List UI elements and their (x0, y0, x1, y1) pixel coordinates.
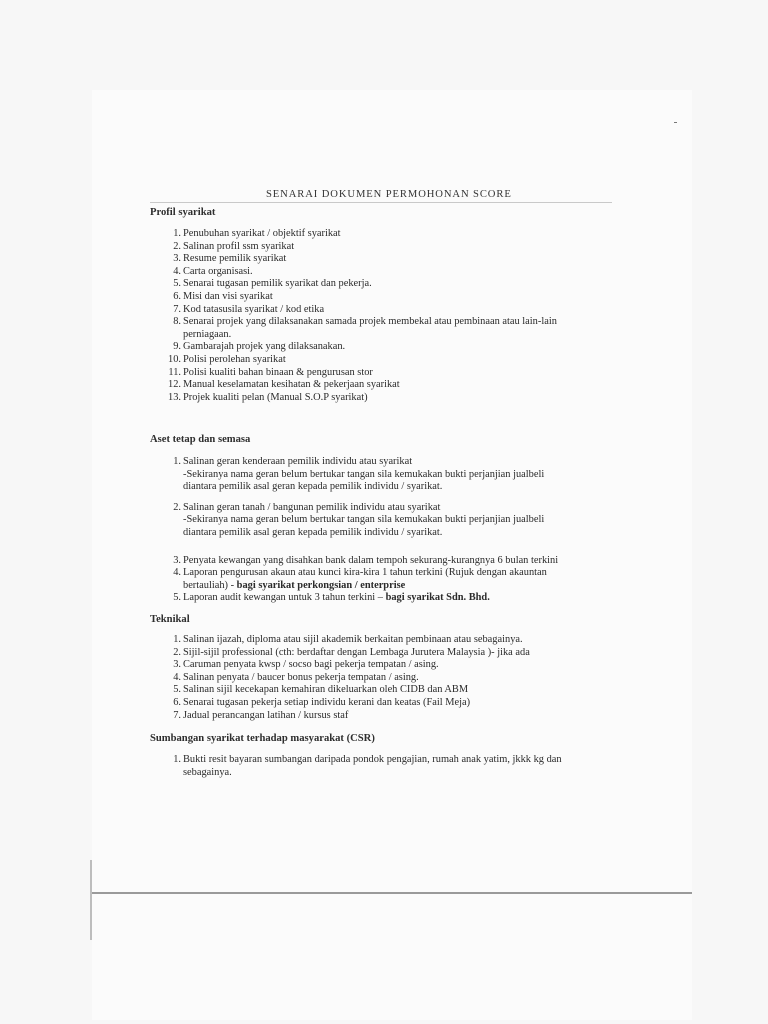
item-number: 1. (173, 456, 181, 467)
list-item (163, 354, 633, 367)
item-number: 3. (173, 253, 181, 265)
item-number: 4. (173, 671, 181, 683)
item-text-continued: perniagaan. (183, 328, 232, 340)
item-text: Penubuhan syarikat / objektif syarikat (183, 228, 341, 239)
item-text: Sijil-sijil professional (cth: berdaftar dengan Lembaga Jurutera Malaysia )- jika ada (183, 646, 530, 658)
item-text: Caruman penyata kwsp / socso bagi pekerja tempatan / asing. (183, 659, 439, 671)
item-text: Polisi kualiti bahan binaan & pengurusan stor (183, 366, 373, 378)
section-heading-csr: Sumbangan syarikat terhadap masyarakat (CSR) (150, 733, 375, 744)
list-item (163, 278, 633, 291)
item-text: Polisi perolehan syarikat (183, 353, 286, 365)
item-text: Carta organisasi. (183, 265, 253, 277)
item-text: Misi dan visi syarikat (183, 290, 273, 302)
item-number: 1. (173, 754, 181, 765)
item-text: Resume pemilik syarikat (183, 253, 287, 265)
list-item (163, 634, 633, 647)
item-number: 5. (173, 592, 181, 604)
item-number: 9. (173, 341, 181, 353)
item-number: 10. (168, 353, 181, 365)
list-item (163, 697, 633, 710)
item-number: 4. (173, 567, 181, 579)
item-text: Manual keselamatan kesihatan & pekerjaan syarikat (183, 379, 400, 391)
item-text: Senarai tugasan pekerja setiap individu kerani dan keatas (Fail Meja) (183, 696, 471, 708)
list-item (163, 555, 633, 568)
list-item (163, 456, 633, 494)
list-spacer (163, 540, 633, 555)
item-number: 13. (168, 391, 181, 403)
item-text: Salinan profil ssm syarikat (183, 240, 295, 252)
item-number: 3. (173, 554, 181, 566)
list-item (163, 379, 633, 392)
item-number: 12. (168, 379, 181, 391)
item-text-emphasis: bagi syarikat Sdn. Bhd. (385, 592, 490, 604)
item-text: Bukti resit bayaran sumbangan daripada pondok pengajian, rumah anak yatim, jkkk kg dan (183, 754, 562, 765)
item-text: Penyata kewangan yang disahkan bank dalam tempoh sekurang-kurangnya 6 bulan terkini (183, 554, 559, 566)
item-text (183, 592, 633, 605)
list-item (163, 672, 633, 685)
list-item (163, 392, 633, 405)
item-text: Salinan ijazah, diploma atau sijil akademik berkaitan pembinaan atau sebagainya. (183, 634, 523, 645)
list-item (163, 228, 633, 241)
item-text-continued (183, 580, 633, 593)
item-text-part: bertauliah) - (183, 579, 237, 591)
item-text: Senarai tugasan pemilik syarikat dan pekerja. (183, 278, 372, 290)
title-underline (150, 202, 612, 203)
list-aset (163, 456, 633, 605)
list-item (163, 567, 633, 592)
item-text-continued: -Sekiranya nama geran belum bertukar tangan sila kemukakan bukti perjanjian jualbeli (183, 468, 545, 480)
document-title: SENARAI DOKUMEN PERMOHONAN SCORE (266, 189, 512, 200)
list-csr (163, 754, 633, 779)
section-heading-profil: Profil syarikat (150, 207, 216, 218)
item-text: Kod tatasusila syarikat / kod etika (183, 303, 325, 315)
item-number: 7. (173, 303, 181, 315)
item-number: 2. (173, 646, 181, 658)
list-item (163, 367, 633, 380)
list-item (163, 291, 633, 304)
item-number: 5. (173, 278, 181, 290)
item-number: 11. (168, 366, 181, 378)
list-profil (163, 228, 633, 404)
list-item (163, 710, 633, 723)
item-text-part: Laporan audit kewangan untuk 3 tahun terkini – (183, 592, 386, 604)
list-item (163, 647, 633, 660)
list-teknikal (163, 634, 633, 722)
item-number: 3. (173, 659, 181, 671)
list-item (163, 502, 633, 540)
item-text-continued: -Sekiranya nama geran belum bertukar tangan sila kemukakan bukti perjanjian jualbeli (183, 514, 545, 526)
item-number: 4. (173, 265, 181, 277)
list-item (163, 266, 633, 279)
item-text: Laporan pengurusan akaun atau kunci kira-kira 1 tahun terkini (Rujuk dengan akauntan (183, 567, 547, 579)
section-heading-teknikal: Teknikal (150, 614, 190, 625)
item-number: 1. (173, 634, 181, 645)
section-heading-aset: Aset tetap dan semasa (150, 434, 251, 445)
list-item (163, 754, 633, 779)
item-text: Gambarajah projek yang dilaksanakan. (183, 341, 346, 353)
item-text: Salinan sijil kecekapan kemahiran dikeluarkan oleh CIDB dan ABM (183, 684, 469, 696)
item-text-continued: diantara pemilik asal geran kepada pemilik individu / syarikat. (183, 526, 443, 538)
item-text: Projek kualiti pelan (Manual S.O.P syarikat) (183, 391, 368, 403)
item-text-emphasis: bagi syarikat perkongsian / enterprise (236, 579, 406, 591)
list-item (163, 241, 633, 254)
item-number: 8. (173, 316, 181, 328)
item-number: 2. (173, 240, 181, 252)
list-item (163, 341, 633, 354)
list-item (163, 304, 633, 317)
item-number: 1. (173, 228, 181, 239)
item-number: 7. (173, 709, 181, 721)
list-item (163, 659, 633, 672)
list-item (163, 592, 633, 605)
list-spacer (163, 494, 633, 502)
item-text: Salinan geran kenderaan pemilik individu atau syarikat (183, 456, 413, 467)
list-item (163, 253, 633, 266)
item-text-continued: diantara pemilik asal geran kepada pemilik individu / syarikat. (183, 481, 443, 493)
item-number: 5. (173, 684, 181, 696)
list-item (163, 316, 633, 341)
item-text: Salinan penyata / baucer bonus pekerja tempatan / asing. (183, 671, 419, 683)
item-number: 2. (173, 501, 181, 513)
item-text: Salinan geran tanah / bangunan pemilik individu atau syarikat (183, 501, 441, 513)
item-text: Jadual perancangan latihan / kursus staf (183, 709, 349, 721)
item-number: 6. (173, 696, 181, 708)
item-text: Senarai projek yang dilaksanakan samada projek membekal atau pembinaan atau lain-lain (183, 316, 557, 328)
list-item (163, 684, 633, 697)
item-text-continued: sebagainya. (183, 766, 232, 778)
item-number: 6. (173, 290, 181, 302)
